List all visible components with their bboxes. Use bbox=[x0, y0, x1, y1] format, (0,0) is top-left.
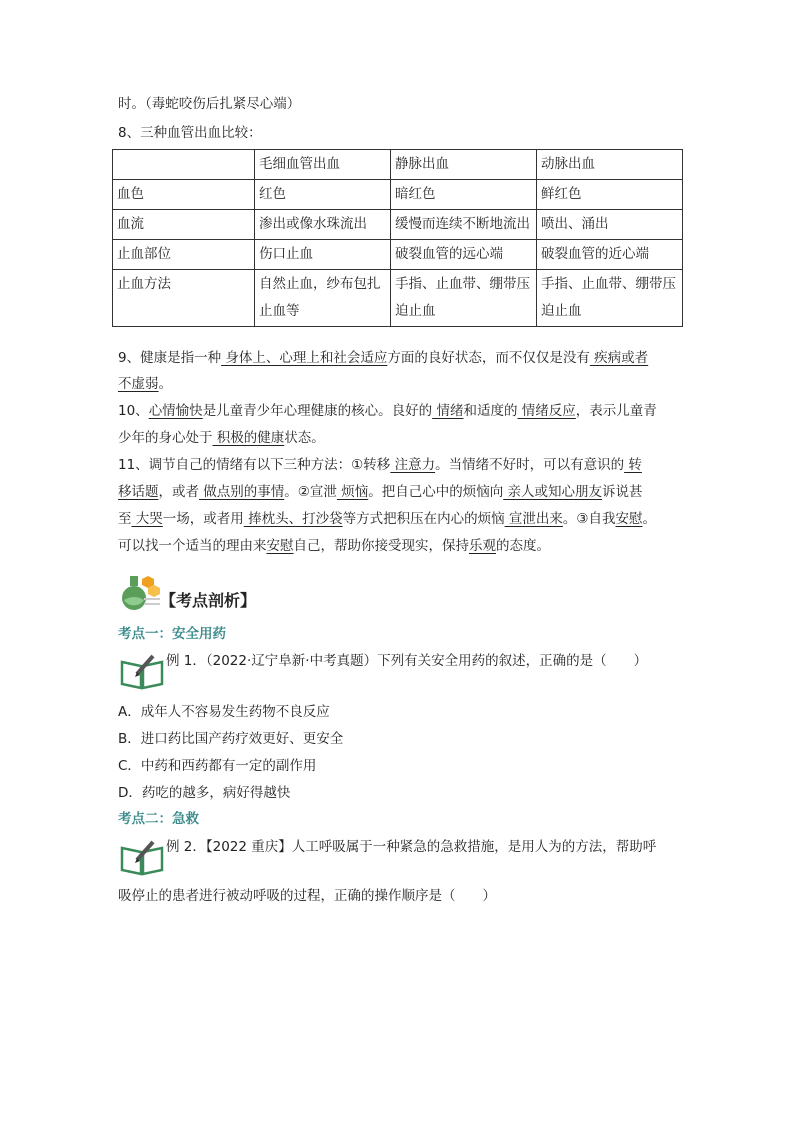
table-cell: 毛细血管出血 bbox=[255, 150, 391, 180]
section-title: 【考点剖析】 bbox=[160, 591, 257, 610]
example1-question: 例 1．（2022·辽宁阜新·中考真题）下列有关安全用药的叙述，正确的是（ ） bbox=[166, 653, 648, 669]
table-cell: 手指、止血带、绷带压迫止血 bbox=[391, 270, 537, 327]
bleeding-comparison-table bbox=[112, 149, 683, 327]
flask-icon bbox=[118, 574, 162, 614]
table-cell bbox=[113, 150, 255, 180]
item9-line2: 不虚弱。 bbox=[118, 376, 172, 392]
item10-line1: 10、心情愉快是儿童青少年心理健康的核心。良好的 情绪和适度的 情绪反应，表示儿童青 bbox=[118, 403, 657, 419]
option-d: D．药吃的越多，病好得越快 bbox=[118, 785, 291, 801]
example2-question-line2: 吸停止的患者进行被动呼吸的过程，正确的操作顺序是（ ） bbox=[118, 888, 496, 904]
table-row bbox=[113, 270, 683, 327]
table-cell: 渗出或像水珠流出 bbox=[255, 210, 391, 240]
item11-line3: 至 大哭一场，或者用 捧枕头、打沙袋等方式把积压在内心的烦恼 宣泄出来。③自我安慰。 bbox=[118, 511, 656, 527]
table-row bbox=[113, 180, 683, 210]
table-cell: 破裂血管的近心端 bbox=[537, 240, 683, 270]
book-pencil-icon bbox=[119, 652, 165, 690]
option-b: B．进口药比国产药疗效更好、更安全 bbox=[118, 731, 344, 747]
point1-heading: 考点一：安全用药 bbox=[118, 626, 226, 642]
table-cell: 血色 bbox=[113, 180, 255, 210]
item11-line1: 11、调节自己的情绪有以下三种方法：①转移 注意力。当情绪不好时，可以有意识的 转 bbox=[118, 457, 642, 473]
item8-heading: 8、三种血管出血比较： bbox=[118, 125, 262, 141]
option-a: A．成年人不容易发生药物不良反应 bbox=[118, 704, 330, 720]
table-cell: 止血方法 bbox=[113, 270, 255, 327]
point2-heading: 考点二：急救 bbox=[118, 811, 199, 827]
item11-line4: 可以找一个适当的理由来安慰自己，帮助你接受现实，保持乐观的态度。 bbox=[118, 538, 550, 554]
table-cell: 缓慢而连续不断地流出 bbox=[391, 210, 537, 240]
table-cell: 伤口止血 bbox=[255, 240, 391, 270]
table-cell: 动脉出血 bbox=[537, 150, 683, 180]
table-cell: 鲜红色 bbox=[537, 180, 683, 210]
option-c: C．中药和西药都有一定的副作用 bbox=[118, 758, 317, 774]
table-cell: 暗红色 bbox=[391, 180, 537, 210]
table-cell: 止血部位 bbox=[113, 240, 255, 270]
table-cell: 血流 bbox=[113, 210, 255, 240]
intro-line: 时。（毒蛇咬伤后扎紧尽心端） bbox=[118, 96, 301, 112]
table-cell: 手指、止血带、绷带压迫止血 bbox=[537, 270, 683, 327]
table-cell: 红色 bbox=[255, 180, 391, 210]
item11-line2: 移话题，或者 做点别的事情。②宣泄 烦恼。把自己心中的烦恼向 亲人或知心朋友诉说甚 bbox=[118, 484, 643, 500]
example2-question-line1: 例 2．【2022 重庆】人工呼吸属于一种紧急的急救措施，是用人为的方法，帮助呼 bbox=[166, 839, 657, 855]
table-cell: 破裂血管的远心端 bbox=[391, 240, 537, 270]
table-header-row bbox=[113, 150, 683, 180]
table-cell: 自然止血，纱布包扎止血等 bbox=[255, 270, 391, 327]
table-cell: 静脉出血 bbox=[391, 150, 537, 180]
table-cell: 喷出、涌出 bbox=[537, 210, 683, 240]
item9-line1: 9、健康是指一种 身体上、心理上和社会适应方面的良好状态，而不仅仅是没有 疾病或者 bbox=[118, 350, 649, 366]
table-row bbox=[113, 240, 683, 270]
item10-line2: 少年的身心处于 积极的健康状态。 bbox=[118, 430, 325, 446]
book-pencil-icon bbox=[119, 838, 165, 876]
table-row bbox=[113, 210, 683, 240]
